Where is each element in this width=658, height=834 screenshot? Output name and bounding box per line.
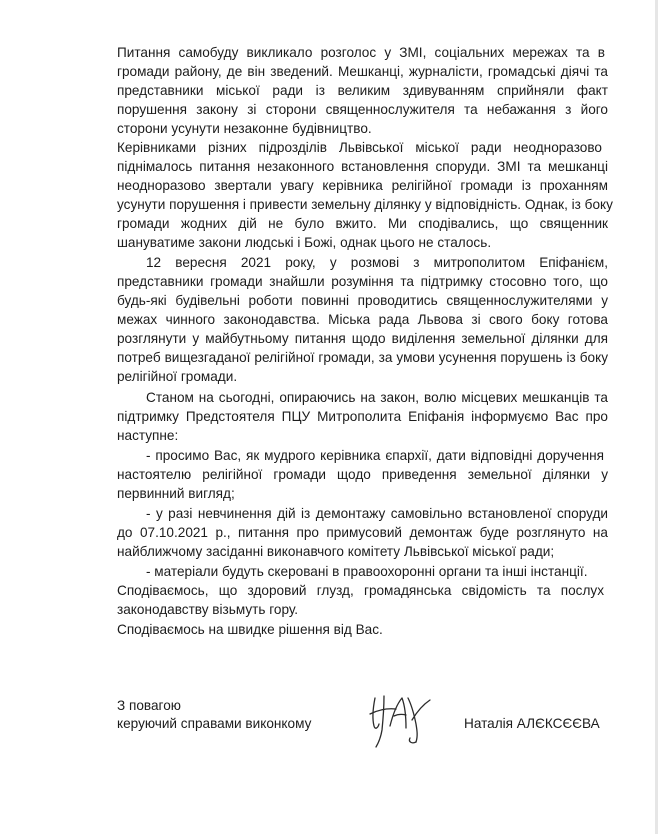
body-text-line: межах чинного законодавства. Міська рада Львова зі свого боку готова (117, 312, 608, 327)
body-text-line: підтримку Предстоятеля ПЦУ Митрополита Епіфанія інформуємо Вас про (117, 409, 608, 424)
body-text-line: первинний вигляд; (117, 486, 235, 501)
body-text-line: Питання самобуду викликало розголос у ЗМІ, соціальних мережах та в (117, 45, 605, 60)
body-text-line: будь-які будівельні роботи повинні проводитись священнослужителями у (117, 293, 608, 308)
body-text-line: релігійної громади. (117, 369, 238, 384)
body-text-line: сторони усунути незаконне будівництво. (117, 121, 372, 136)
body-text-line: представники міської ради із великим здивуванням сприйняли факт (117, 83, 608, 98)
signatory-name: Наталія АЛЄКСЄЄВА (464, 716, 600, 731)
body-text-line: усунути порушення і привести земельну ділянку у відповідність. Однак, із боку (117, 197, 613, 212)
body-text-line: Сподіваємось на швидке рішення від Вас. (117, 622, 383, 637)
body-text-line: законодавству візьмуть гору. (117, 602, 299, 617)
body-text-line: наступне: (117, 428, 179, 443)
body-text-line: Сподіваємось, що здоровий глузд, громадянська свідомість та послух (117, 583, 604, 598)
body-text-line: Станом на сьогодні, опираючись на закон, волю місцевих мешканців та (146, 390, 608, 405)
body-text-line: представники громади знайшли розуміння та підтримку стосовно того, що (117, 274, 608, 289)
body-text-line: найближчому засіданні виконавчого комітету Львівської міської ради; (117, 544, 555, 559)
body-text-line: - просимо Вас, як мудрого керівника єпархії, дати відповідні доручення (146, 448, 604, 463)
body-text-line: Керівниками різних підрозділів Львівської міської ради неодноразово (117, 140, 602, 155)
body-text-line: неодноразово звертали увагу керівника релігійної громади із проханням (117, 178, 608, 193)
handwritten-signature (366, 690, 436, 750)
body-text-line: настоятелю релігійної громади щодо приведення земельної ділянки у (117, 467, 608, 482)
body-text-line: - у разі невчинення дій із демонтажу самовільно встановленої споруди (146, 506, 608, 521)
body-text-line: порушення закону зі сторони священнослужителя та небажання з його (117, 102, 608, 117)
body-text-line: піднімалось питання незаконного встановлення споруди. ЗМІ та мешканці (117, 159, 608, 174)
body-text-line: потреб вищезгаданої релігійної громади, за умови усунення порушень із боку (117, 350, 608, 365)
body-text-line: розглянути у майбутньому питання щодо виділення земельної ділянки для (117, 331, 608, 346)
body-text-line: шануватиме закони людські і Божі, однак цього не сталось. (117, 235, 492, 250)
closing-salutation: З повагою (117, 698, 181, 713)
body-text-line: 12 вересня 2021 року, у розмові з митрополитом Епіфанієм, (146, 255, 608, 270)
signatory-position: керуючий справами виконкому (117, 716, 312, 731)
body-text-line: громади району, де він зведений. Мешканці, журналісти, громадські діячі та (117, 64, 608, 79)
body-text-line: до 07.10.2021 р., питання про примусовий демонтаж буде розглянуто на (117, 525, 608, 540)
body-text-line: - матеріали будуть скеровані в правоохоронні органи та інші інстанції. (146, 564, 588, 579)
body-text-line: громади жодних дій не було вжито. Ми сподівались, що священник (117, 216, 608, 231)
